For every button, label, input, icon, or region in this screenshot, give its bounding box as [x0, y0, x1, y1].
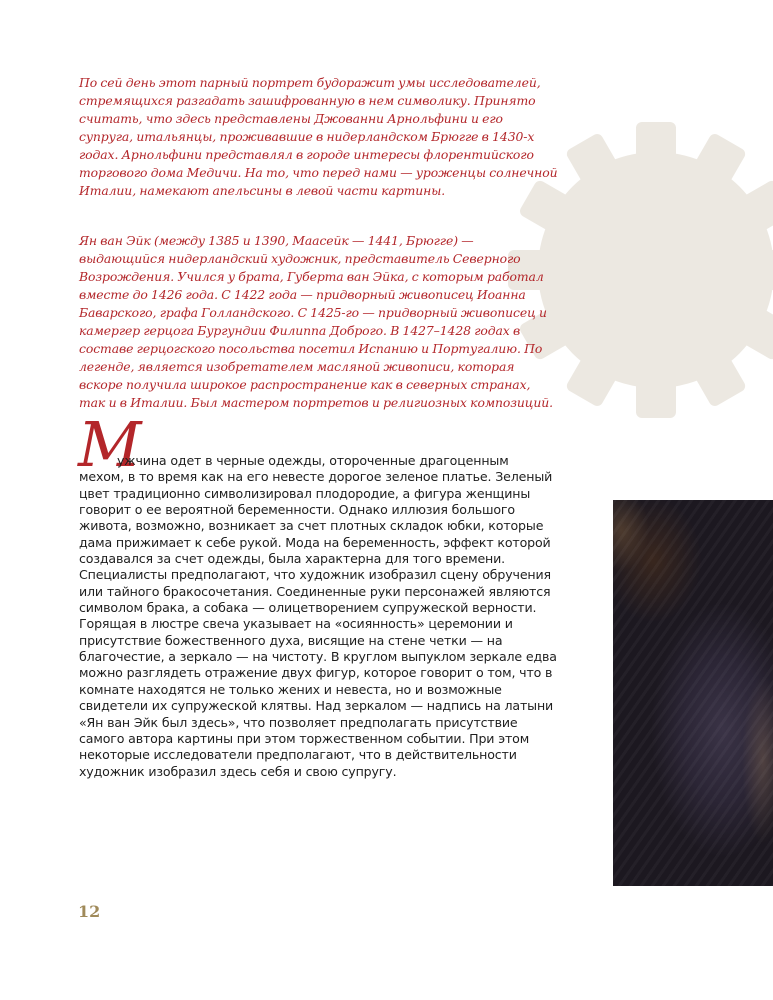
drop-cap: М: [78, 408, 142, 481]
body-rest: мехом, в то время как на его невесте дорогое зеленое платье. Зеленый цвет традиционно символизировал плодородие, а фигура женщины говорит о ее вероятной беременности. Однако иллюзия большого живота, возможно, возникает за счет плотных складок юбки, которые дама прижимает к себе рукой. Мода на беременность, эффект которой создавался за счет одежды, была характерна для того времени. Специалисты предполагают, что художник изобразил сцену обручения или тайного бракосочетания. Соединенные руки персонажей являются символом брака, а собака — олицетворением супружеской верности. Горящая в люстре свеча указывает на «осиянность» церемонии и присутствие божественного духа, висящие на стене четки — на благочестие, а зеркало — на чистоту. В круглом выпуклом зеркале едва можно разглядеть отражение двух фигур, которое говорит о том, что в комнате находятся не только жених и невеста, но и возможные свидетели их супружеской клятвы. Над зеркалом — надпись на латыни «Ян ван Эйк был здесь», что позволяет предполагать присутствие самого автора картины при этом торжественном событии. При этом некоторые исследователи предполагают, что в действительности художник изобразил здесь себя и свою супругу.: [79, 469, 557, 779]
painting-detail-image: [613, 500, 773, 886]
body-first-line: ужчина одет в черные одежды, отороченные драгоценным: [117, 453, 509, 468]
intro-paragraph: По сей день этот парный портрет будоражит умы исследователей, стремящихся разгадать зашифрованную в нем символику. Принято считать, что здесь представлены Джованни Арнольфини и его супруга, итальянцы, проживавшие в нидерландском Брюгге в 1430-х годах. Арнольфини представлял в городе интересы флорентийского торгового дома Медичи. На то, что перед нами — уроженцы солнечной Италии, намекают апельсины в левой части картины.: [79, 75, 558, 198]
page-number: 12: [78, 902, 101, 921]
main-body-text: [79, 453, 559, 780]
artist-bio-paragraph: Ян ван Эйк (между 1385 и 1390, Маасейк — 1441, Брюгге) — выдающийся нидерландский художник, представитель Северного Возрождения. Учился у брата, Губерта ван Эйка, с которым работал вместе до 1426 года. С 1422 года — придворный живописец Иоанна Баварского, графа Голландского. С 1425-го — придворный живописец и камергер герцога Бургундии Филиппа Доброго. В 1427–1428 годах в составе герцогского посольства посетил Испанию и Португалию. По легенде, является изобретателем масляной живописи, которая вскоре получила широкое распространение как в северных странах, так и в Италии. Был мастером портретов и религиозных композиций.: [79, 233, 553, 410]
painting-texture: [613, 500, 773, 886]
